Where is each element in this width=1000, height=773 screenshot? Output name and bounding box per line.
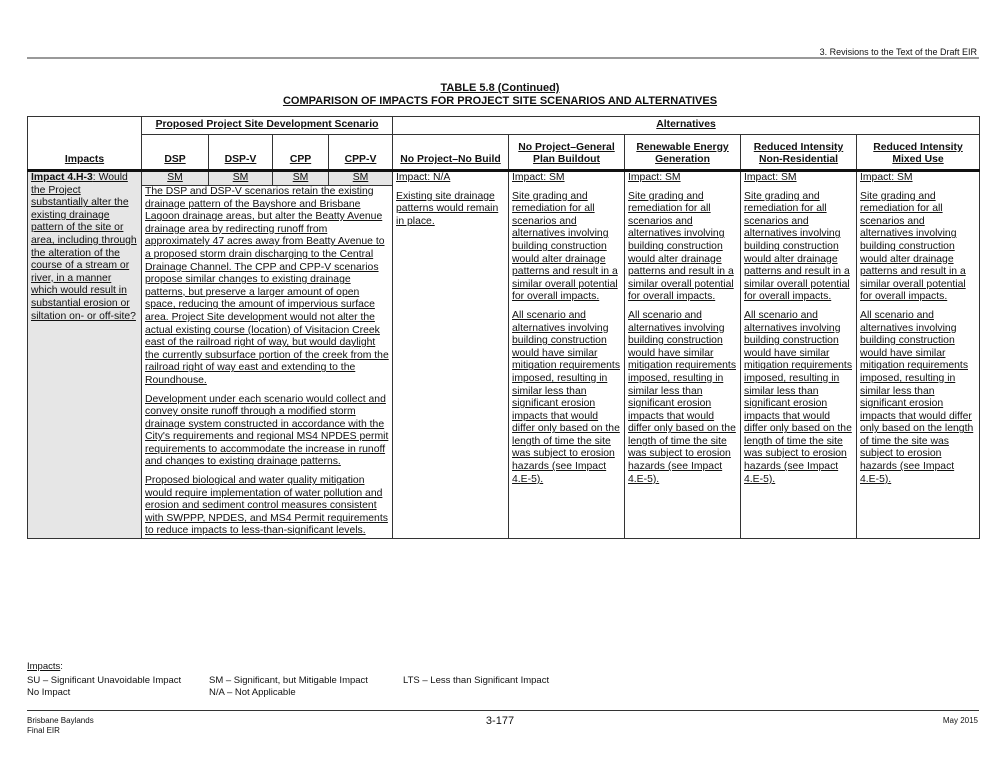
column-header-reduced-intensity-nonres: Reduced Intensity Non-Residential xyxy=(741,135,857,171)
alt-text: All scenario and alternatives involving building construction would have similar mitigation requirements imposed, resulting in similar less than significant erosion impacts that would differ only based on the length of time the site was subject to erosion hazards (see Impact 4.E-5). xyxy=(860,309,974,485)
alt-impact: Impact: SM xyxy=(860,172,913,183)
alt-text: Existing site drainage patterns would remain in place. xyxy=(396,190,499,227)
rating-cpp: SM xyxy=(273,171,329,186)
impact-question: : Would the Project substantially alter the existing drainage pattern of the site or area, including through the alteration of the course of a stream or river, in a manner which would result in substantial erosion or siltation on- or off-site? xyxy=(31,172,137,322)
footer-document-info xyxy=(27,716,94,736)
alt-text: Site grading and remediation for all scenarios and alternatives involving building construction would alter drainage patterns and result in a similar overall potential for overall impacts. xyxy=(628,190,734,303)
alt-impact: Impact: N/A xyxy=(396,172,451,183)
legend-item-no-impact: No Impact xyxy=(27,687,71,698)
table-caption: COMPARISON OF IMPACTS FOR PROJECT SITE SCENARIOS AND ALTERNATIVES xyxy=(282,95,718,107)
impacts-column-header: Impacts xyxy=(28,117,142,171)
alt-cell-no-project-no-build xyxy=(393,171,509,539)
page-number: 3-177 xyxy=(485,715,515,727)
legend-item-na: N/A – Not Applicable xyxy=(209,687,296,698)
document-date: May 2015 xyxy=(942,716,978,725)
alt-impact: Impact: SM xyxy=(512,172,565,183)
impacts-legend xyxy=(27,661,550,699)
alt-text: Site grading and remediation for all scenarios and alternatives involving building construction would alter drainage patterns and result in a similar overall potential for overall impacts. xyxy=(512,190,618,303)
legend-title: Impacts: xyxy=(27,661,63,672)
alt-cell-reduced-intensity-mixed xyxy=(857,171,980,539)
legend-item-su: SU – Significant Unavoidable Impact xyxy=(27,675,182,686)
column-header-renewable-energy: Renewable Energy Generation xyxy=(625,135,741,171)
column-header-reduced-intensity-mixed: Reduced Intensity Mixed Use xyxy=(857,135,980,171)
alt-cell-renewable-energy xyxy=(625,171,741,539)
rating-dsp-v: SM xyxy=(209,171,273,186)
running-header: 3. Revisions to the Text of the Draft EIR xyxy=(819,47,977,57)
column-header-cpp-v: CPP-V xyxy=(329,135,393,171)
alt-impact: Impact: SM xyxy=(628,172,681,183)
scenario-paragraph: The DSP and DSP-V scenarios retain the existing drainage pattern of the Bayshore and Brisbane Lagoon drainage areas, but alter the Beatty Avenue drainage area by redirecting runoff from approximately 47 acres away from Beatty Avenue to a proposed storm drain discharging to the Central Drainage Channel. The CPP and CPP-V scenarios propose similar changes to existing drainage patterns, but preserve a larger amount of open space, reducing the amount of impervious surface area. Project Site development would not alter the actual existing course (location) of Visitacion Creek east of the railroad right of way, but would daylight the currently subsurface portion of the creek from the railroad right of way east and extending to the Roundhouse. xyxy=(145,186,389,386)
alternatives-group-header: Alternatives xyxy=(393,117,980,135)
alt-impact: Impact: SM xyxy=(744,172,797,183)
proposed-scenario-group-header: Proposed Project Site Development Scenario xyxy=(142,117,393,135)
rating-cpp-v: SM xyxy=(329,171,393,186)
alt-cell-no-project-general-plan xyxy=(509,171,625,539)
alt-text: All scenario and alternatives involving building construction would have similar mitigation requirements imposed, resulting in similar less than significant erosion impacts that would differ only based on the length of time the site was subject to erosion hazards (see Impact 4.E-5). xyxy=(628,309,737,485)
alt-text: All scenario and alternatives involving building construction would have similar mitigation requirements imposed, resulting in similar less than significant erosion impacts that would differ only based on the length of time the site was subject to erosion hazards (see Impact 4.E-5). xyxy=(512,309,621,485)
column-header-no-project-general-plan: No Project–General Plan Buildout xyxy=(509,135,625,171)
legend-item-lts: LTS – Less than Significant Impact xyxy=(403,675,550,686)
alt-text: Site grading and remediation for all scenarios and alternatives involving building construction would alter drainage patterns and result in a similar overall potential for overall impacts. xyxy=(860,190,966,303)
column-header-dsp: DSP xyxy=(142,135,209,171)
footer-rule xyxy=(27,710,979,711)
alt-text: Site grading and remediation for all scenarios and alternatives involving building construction would alter drainage patterns and result in a similar overall potential for overall impacts. xyxy=(744,190,850,303)
alt-cell-reduced-intensity-nonres xyxy=(741,171,857,539)
impact-id: Impact 4.H-3 xyxy=(31,172,93,183)
document-name: Brisbane Baylands xyxy=(27,716,94,725)
rating-dsp: SM xyxy=(142,171,209,186)
table-number: TABLE 5.8 (Continued) xyxy=(440,82,560,94)
column-header-dsp-v: DSP-V xyxy=(209,135,273,171)
scenario-paragraph: Proposed biological and water quality mitigation would require implementation of water pollution and erosion and sediment control measures consistent with SWPPP, NPDES, and MS4 Permit requirements to reduce impacts to less-than-significant levels. xyxy=(145,475,388,537)
scenario-paragraph: Development under each scenario would collect and convey onsite runoff through a modified storm drainage system constructed in accordance with the City's requirements and regional MS4 NPDES permit requirements to accommodate the increase in runoff and changes to existing drainage patterns. xyxy=(145,393,389,468)
document-type: Final EIR xyxy=(27,726,60,735)
scenario-description-cell xyxy=(142,186,393,539)
legend-item-sm: SM – Significant, but Mitigable Impact xyxy=(209,675,368,686)
table-title xyxy=(0,82,1000,108)
header-rule xyxy=(27,57,979,59)
comparison-table xyxy=(27,116,980,539)
impact-question-cell xyxy=(28,171,142,539)
column-header-no-project-no-build: No Project–No Build xyxy=(393,135,509,171)
column-header-cpp: CPP xyxy=(273,135,329,171)
alt-text: All scenario and alternatives involving building construction would have similar mitigation requirements imposed, resulting in similar less than significant erosion impacts that would differ only based on the length of time the site was subject to erosion hazards (see Impact 4.E-5). xyxy=(744,309,853,485)
table-row xyxy=(28,171,980,186)
